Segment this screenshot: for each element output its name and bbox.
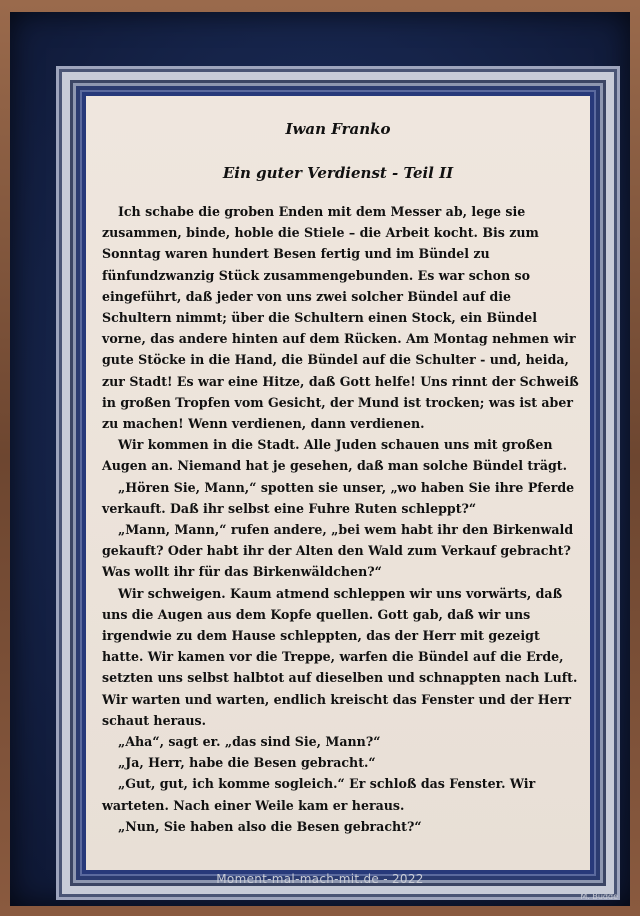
paragraph: „Nun, Sie haben also die Besen gebracht?“: [118, 818, 422, 834]
paragraph: Ich schabe die groben Enden mit dem Messer ab, lege sie zusammen, binde, hoble die Stiele – die Arbeit kocht. Bis zum Sonntag waren hundert Besen fertig und im Bündel zu fünfundzwanzig Stück zusammengebunden. Es war schon so eingeführt, daß jeder von uns zwei solcher Bündel auf die Schultern nimmt; über die Schultern einen Stock, ein Bündel vorne, das andere hinten auf dem Rücken. Am Montag nehmen wir gute Stöcke in die Hand, die Bündel auf die Schulter - und, heida, zur Stadt! Es war eine Hitze, daß Gott helfe! Uns rinnt der Schweiß in großen Tropfen vom Gesicht, der Mund ist trocken; was ist aber zu machen! Wenn verdienen, dann verdienen.: [102, 204, 579, 432]
paper-page: [86, 96, 590, 870]
paragraph: „Gut, gut, ich komme sogleich.“ Er schloß das Fenster. Wir warteten. Nach einer Weile kam er heraus.: [102, 776, 536, 813]
paragraph: „Aha“, sagt er. „das sind Sie, Mann?“: [118, 734, 381, 750]
picture-frame: [10, 12, 630, 906]
story-text: [102, 201, 582, 837]
paragraph: „Mann, Mann,“ rufen andere, „bei wem habt ihr den Birkenwald gekauft? Oder habt ihr der Alten den Wald zum Verkauf gebracht? Was wollt ihr für das Birkenwäldchen?“: [102, 522, 574, 580]
paragraph: Wir schweigen. Kaum atmend schleppen wir uns vorwärts, daß uns die Augen aus dem Kopfe quellen. Gott gab, daß wir uns irgendwie zu dem Hause schleppten, das der Herr mit gezeigt hatte. Wir kamen vor die Treppe, warfen die Bündel auf die Erde, setzten uns selbst halbtot auf dieselben und schnappten nach Luft. Wir warten und warten, endlich kreischt das Fenster und der Herr schaut heraus.: [102, 585, 578, 728]
author-title: Iwan Franko: [285, 120, 391, 138]
author-signature: M. Budde: [580, 892, 618, 901]
paragraph: Wir kommen in die Stadt. Alle Juden schauen uns mit großen Augen an. Niemand hat je gesehen, daß man solche Bündel trägt.: [102, 437, 568, 474]
paragraph: „Hören Sie, Mann,“ spotten sie unser, „wo haben Sie ihre Pferde verkauft. Daß ihr selbst eine Fuhre Ruten schleppt?“: [102, 479, 575, 516]
inner-border: [80, 90, 596, 876]
paragraph: „Ja, Herr, habe die Besen gebracht.“: [118, 755, 376, 771]
frame-moulding: [62, 72, 614, 894]
website-footer: Moment-mal-mach-mit.de - 2022: [216, 872, 424, 886]
story-subtitle: Ein guter Verdienst - Teil II: [222, 164, 454, 182]
